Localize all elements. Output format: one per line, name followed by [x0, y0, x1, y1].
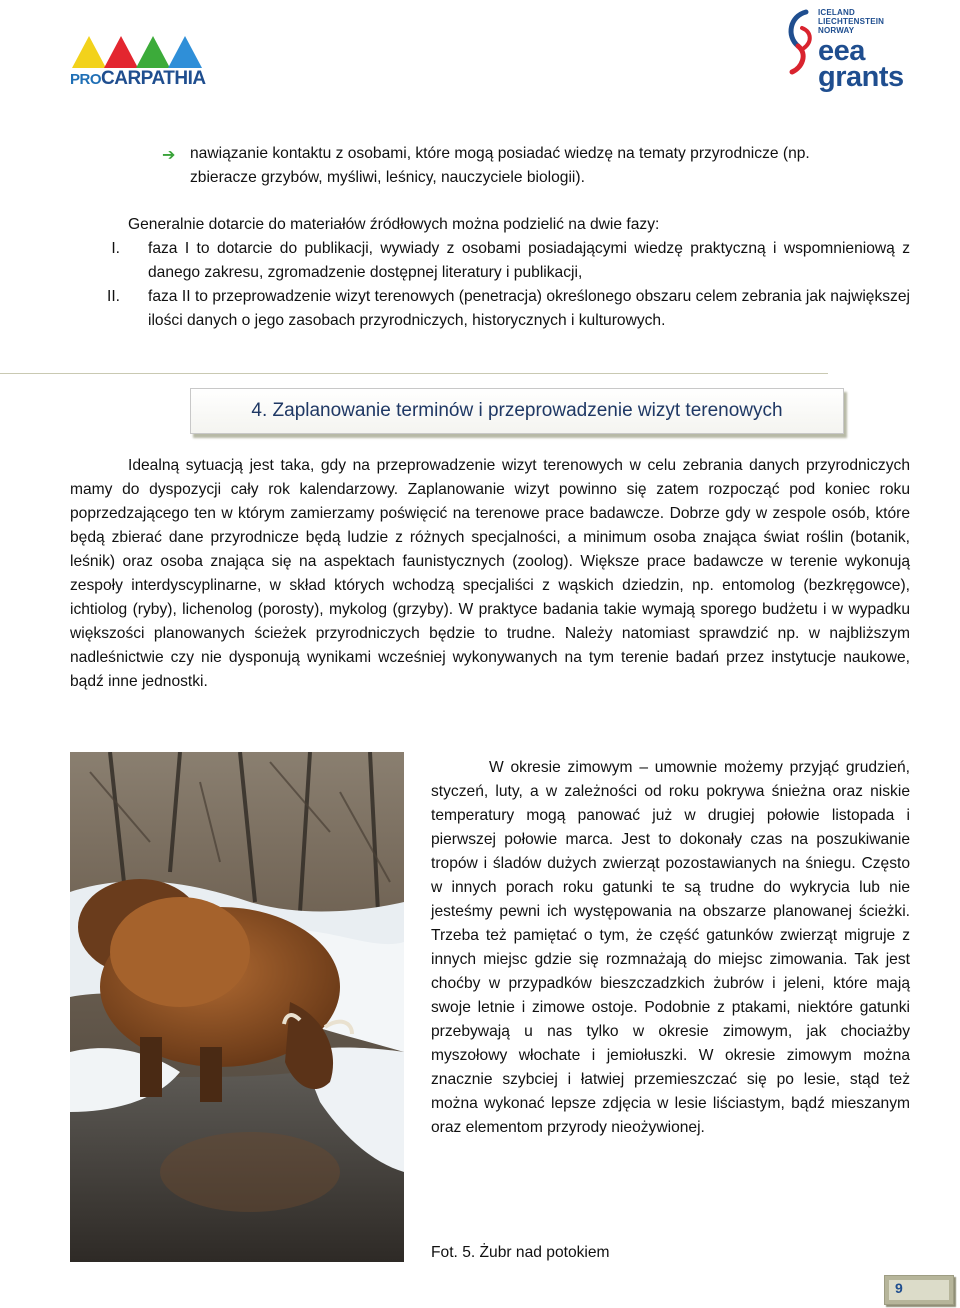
logo-carpathia-text: CARPATHIA [101, 68, 206, 89]
procarpathia-wordmark [70, 68, 206, 90]
phase-number: I. [111, 240, 120, 257]
eea-word: eea [818, 35, 865, 67]
eea-country-liechtenstein: LIECHTENSTEIN [818, 17, 885, 26]
procarpathia-triangles-icon [70, 32, 222, 68]
eea-country-iceland: ICELAND [818, 8, 855, 17]
grants-word: grants [818, 61, 904, 93]
winter-paragraph: W okresie zimowym – umownie możemy przyjąć grudzień, styczeń, luty, a w zależności od roku pokrywa śnieżna oraz niskie temperatury mogą panować już w drugiej połowie listopada i pierwszej połowie marca. Jest to dokonały czas na poszukiwanie tropów i śladów dużych zwierząt pozostawianych na śniegu. Często w innych porach roku gatunki te są trudne do wykrycia lub nie jesteśmy pewni ich występowania na obszarze planowanej ścieżki. Trzeba też pamiętać o tym, że część gatunków zwierząt migruje z innych miejsc gdzie się rozmnażają do miejsc zimowania. Tak jest choćby w przypadków bieszczadzkich żubrów i jeleni, które mają swoje letnie i zimowe ostoje. Podobnie z ptakami, niektóre gatunki przebywają u nas tylko w okresie zimowym, jak chociażby myszołowy włochate i jemiołuszki. W okresie zimowym można znacznie szybciej i łatwiej przemieszczać się po lesie, stąd też można wykonać lepsze zdjęcia w lesie liściastym, bądź mieszanym oraz elementom przyrody nieożywionej. [431, 759, 910, 1136]
procarpathia-logo [70, 32, 222, 88]
page-number-badge [884, 1275, 954, 1305]
section-divider [0, 373, 828, 374]
main-paragraph: Idealną sytuacją jest taka, gdy na przeprowadzenie wizyt terenowych w celu zebrania danych przyrodniczych mamy do dyspozycji cały rok kalendarzowy. Zaplanowanie wizyt powinno się zatem rozpocząć pod koniec roku poprzedzającego ten w którym zamierzamy poświęcić na terenowe prace badawcze. Dobrze gdy w zespole osób, które będą zbierać dane przyrodnicze będą ludzie z różnych specjalności, a minimum osoba znająca świat roślin (botanik, leśnik) oraz osoba znająca się na aspektach faunistycznych (zoolog). Większe prace badawcze w terenie wykonują zespoły interdyscyplinarne, w skład których wchodzą specjaliści z wąskich dziedzin, np. entomolog (bezkręgowce), ichtiolog (ryby), lichenolog (porosty), mykolog (grzyby). W praktyce badania takie wymają sporego budżetu i w wypadku większości planowanych ścieżek przyrodniczych będzie to trudne. Należy natomiast sprawdzić np. w najbliższym nadleśnictwie czy nie dysponują wynikami wcześniej wykonywanych na tym terenie badań przez instytucje naukowe, bądź inne jednostki. [70, 457, 910, 690]
green-arrow-right-icon: ➔ [162, 147, 176, 164]
bison-by-stream-photo [70, 752, 404, 1262]
arrow-bullet-line-1: nawiązanie kontaktu z osobami, które mogą posiadać wiedzę na tematy przyrodnicze (np. [190, 145, 810, 162]
section-heading-box [190, 388, 844, 434]
phase-number: II. [107, 288, 120, 305]
photo-caption: Fot. 5. Żubr nad potokiem [431, 1244, 610, 1261]
logo-pro-text: PRO [70, 71, 102, 88]
eea-grants-logo [784, 6, 914, 92]
eea-grants-wordmark [818, 35, 904, 93]
phases-intro: Generalnie dotarcie do materiałów źródłowych można podzielić na dwie fazy: [128, 216, 660, 233]
phase-text: faza II to przeprowadzenie wizyt terenowych (penetracja) określonego obszaru celem zebrania jak największej ilości danych o jego zasobach przyrodniczych, historycznych i kulturowych. [148, 288, 910, 329]
section-title: 4. Zaplanowanie terminów i przeprowadzenie wizyt terenowych [251, 400, 783, 421]
phase-text: faza I to dotarcie do publikacji, wywiady z osobami posiadającymi wiedzę praktyczną i wspomnieniową z danego zakresu, zgromadzenie dostępnej literatury i publikacji, [148, 240, 910, 281]
eea-countries [818, 8, 884, 35]
eea-country-norway: NORWAY [818, 26, 855, 35]
bison-photo-illustration [70, 752, 404, 1262]
arrow-bullet-line-2: zbieracze grzybów, myśliwi, leśnicy, nauczyciele biologii). [190, 169, 585, 186]
page-number: 9 [895, 1280, 903, 1296]
arrow-bullet-text [190, 142, 890, 190]
